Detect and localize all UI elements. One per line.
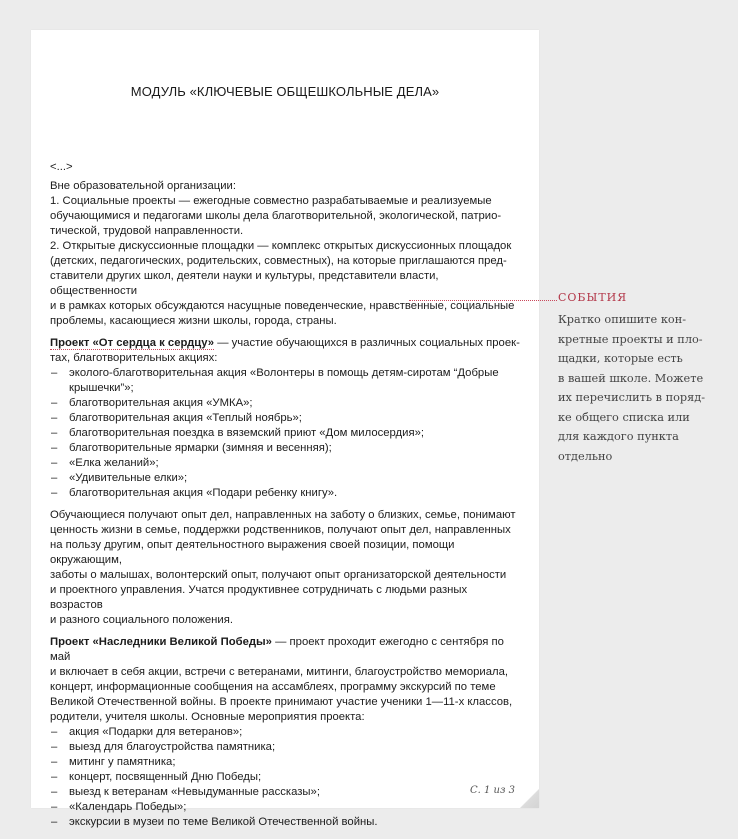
paragraph-line: Обучающиеся получают опыт дел, направленных на заботу о близких, семье, понимают — [50, 509, 516, 521]
list-item: – акция «Подарки для ветеранов»; — [50, 725, 522, 740]
paragraph-line: обучающимися и педагогами школы дела благотворительной, экологической, патрио- — [50, 210, 502, 222]
project-list — [50, 366, 522, 501]
paragraph-line: на пользу другим, опыт деятельностного выражения своей позиции, помощи окружающим, — [50, 539, 455, 566]
paragraph-line: ценность жизни в семье, поддержки родственников, получают опыт дел, направленных — [50, 524, 511, 536]
document-body — [50, 160, 522, 830]
list-item: – благотворительная поездка в вяземский приют «Дом милосердия»; — [50, 426, 522, 441]
annotation-connector-line — [409, 300, 557, 302]
annotation-note — [558, 310, 718, 466]
list-item-text: эколого-благотворительная акция «Волонтеры в помощь детям-сиротам “Добрые — [69, 367, 499, 379]
annotation-line: Кратко опишите кон- — [558, 313, 687, 326]
paragraph-line: родители, учителя школы. Основные мероприятия проекта: — [50, 711, 365, 723]
paragraph-line: тах, благотворительных акциях: — [50, 352, 218, 364]
project-description: — проект проходит ежегодно с сентября по май — [50, 636, 504, 663]
paragraph-line: и проектного управления. Учатся продуктивнее сотрудничать с людьми разных возрастов — [50, 584, 468, 611]
annotation-line: щадки, которые есть — [558, 352, 683, 365]
paragraph-line: тической, трудовой направленности. — [50, 225, 244, 237]
annotation-line: отдельно — [558, 449, 613, 463]
paragraph-line: и включает в себя акции, встречи с ветеранами, митинги, благоустройство мемориала, — [50, 666, 509, 678]
project-title: Проект «Наследники Великой Победы» — [50, 636, 272, 648]
annotation-line: в вашей школе. Можете — [558, 371, 704, 385]
list-item: – концерт, посвященный Дню Победы; — [50, 770, 522, 785]
list-item: – выезд для благоустройства памятника; — [50, 740, 522, 755]
paragraph-line: (детских, педагогических, родительских, совместных), на которые приглашаются пред- — [50, 255, 507, 267]
section-heading: Вне образовательной организации: — [50, 180, 236, 192]
page-corner-fold — [520, 789, 539, 808]
annotation-line: ке общего списка или — [558, 410, 690, 424]
paragraph-line: проблемы, касающиеся жизни школы, города, страны. — [50, 315, 337, 327]
paragraph-line: и в рамках которых обсуждаются насущные поведенческие, нравственные, социальные — [50, 300, 515, 312]
paragraph-line: и разного социального положения. — [50, 614, 233, 626]
list-item — [50, 366, 522, 396]
annotation-line: их перечислить в поряд- — [558, 391, 706, 404]
list-item: – экскурсии в музеи по теме Великой Отечественной войны. — [50, 815, 522, 830]
paragraph-line: Великой Отечественной войны. В проекте принимают участие ученики 1—11-х классов, — [50, 696, 513, 708]
list-item: – «Календарь Победы»; — [50, 800, 522, 815]
list-item: – «Удивительные елки»; — [50, 471, 522, 486]
list-item: – благотворительная акция «Подари ребенку книгу». — [50, 486, 522, 501]
paragraph-line: заботы о малышах, волонтерский опыт, получают опыт организаторской деятельности — [50, 569, 507, 581]
annotation-line: для каждого пункта — [558, 430, 679, 443]
project-heading-line — [50, 635, 522, 665]
list-item: – митинг у памятника; — [50, 755, 522, 770]
list-item-text: крышечки”»; — [69, 382, 134, 394]
paragraph-line: ставители других школ, деятели науки и культуры, представители власти, общественности — [50, 270, 439, 297]
project-heading-line — [50, 336, 522, 351]
annotation-heading: СОБЫТИЯ — [558, 291, 628, 304]
paragraph-line: концерт, информационные сообщения на ассамблеях, программу экскурсий по теме — [50, 681, 496, 693]
list-item: – благотворительная акция «УМКА»; — [50, 396, 522, 411]
page-number: С. 1 из 3 — [470, 785, 515, 796]
page-title: МОДУЛЬ «КЛЮЧЕВЫЕ ОБЩЕШКОЛЬНЫЕ ДЕЛА» — [130, 84, 440, 99]
list-item: – «Елка желаний»; — [50, 456, 522, 471]
project-description: — участие обучающихся в различных социальных проек- — [214, 337, 520, 349]
project-title: Проект «От сердца к сердцу» — [50, 337, 215, 349]
list-item: – благотворительная акция «Теплый ноябрь»; — [50, 411, 522, 426]
annotation-line: кретные проекты и пло- — [558, 332, 703, 346]
project-list — [50, 725, 522, 830]
paragraph-line: 2. Открытые дискуссионные площадки — комплекс открытых дискуссионных площадок — [50, 240, 512, 252]
ellipsis-marker: <...> — [50, 161, 73, 173]
paragraph-line: 1. Социальные проекты — ежегодные совместно разрабатываемые и реализуемые — [50, 195, 492, 207]
list-item: – выезд к ветеранам «Невыдуманные рассказы»; — [50, 785, 522, 800]
list-item: – благотворительные ярмарки (зимняя и весенняя); — [50, 441, 522, 456]
